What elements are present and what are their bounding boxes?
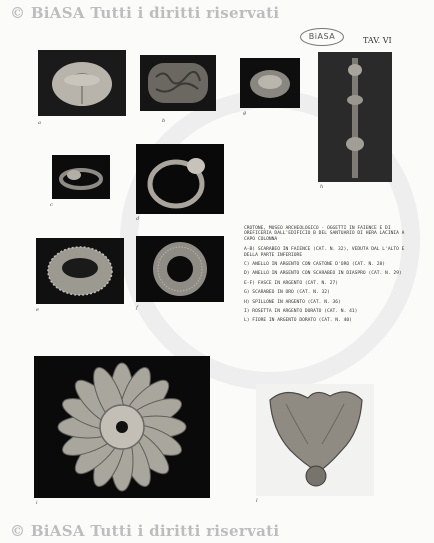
caption-item: G) SCARABEO IN ORO (CAT. N. 32) — [244, 290, 330, 296]
photo-f-silver-band-ring — [136, 236, 224, 302]
photo-l-gilded-flower — [256, 384, 374, 496]
label-i: i — [36, 500, 38, 506]
label-c: c — [50, 202, 53, 208]
label-e: e — [36, 307, 39, 313]
watermark-bottom: © BiASA Tutti i diritti riservati — [10, 522, 280, 540]
caption-heading: CROTONE, MUSEO ARCHEOLOGICO - OGGETTI IN FAIENCE E DI OREFICERIA DALL'EDIFICIO B DEL SANTUARIO DI HERA LACINIA A CAPO COLONNA — [244, 226, 405, 242]
caption-item: D) ANELLO IN ARGENTO CON SCARABEO IN DIASPRO (CAT. N. 29) — [244, 271, 402, 277]
photo-a-scarab-top — [38, 50, 126, 116]
caption-item: A-B) SCARABEO IN FAIENCE (CAT. N. 32), VEDUTA DAL L'ALTO E DELLA PARTE INFERIORE — [244, 247, 405, 258]
watermark-top: © BiASA Tutti i diritti riservati — [10, 4, 280, 22]
caption-item: C) ANELLO IN ARGENTO CON CASTONE D'ORO (CAT. N. 28) — [244, 262, 386, 268]
label-h: h — [320, 184, 324, 190]
caption-item: H) SPILLONE IN ARGENTO (CAT. N. 36) — [244, 299, 341, 305]
label-a: a — [38, 120, 41, 126]
library-stamp: BiASA — [300, 28, 344, 46]
photo-e-silver-band — [36, 238, 124, 304]
photo-h-silver-pin — [318, 52, 392, 182]
photo-g-gold-scarab — [240, 58, 300, 108]
photo-d-ring-jasper-scarab — [136, 144, 224, 214]
label-d: d — [136, 216, 140, 222]
label-l: l — [256, 498, 258, 504]
label-f: f — [136, 305, 138, 311]
photo-c-ring-gold-bezel — [52, 155, 110, 199]
caption-item: L) FIORE IN ARGENTO DORATO (CAT. N. 40) — [244, 318, 352, 324]
photo-b-scarab-underside — [140, 55, 216, 111]
plate-caption — [244, 226, 414, 328]
photo-i-gilded-rosette — [34, 356, 210, 498]
plate-label: TAV. VI — [363, 36, 392, 45]
caption-item: E-F) FASCE IN ARGENTO (CAT. N. 27) — [244, 280, 339, 286]
caption-item: I) ROSETTA IN ARGENTO DORATO (CAT. N. 41) — [244, 309, 358, 315]
label-g: g — [243, 110, 247, 116]
label-b: b — [162, 118, 166, 124]
